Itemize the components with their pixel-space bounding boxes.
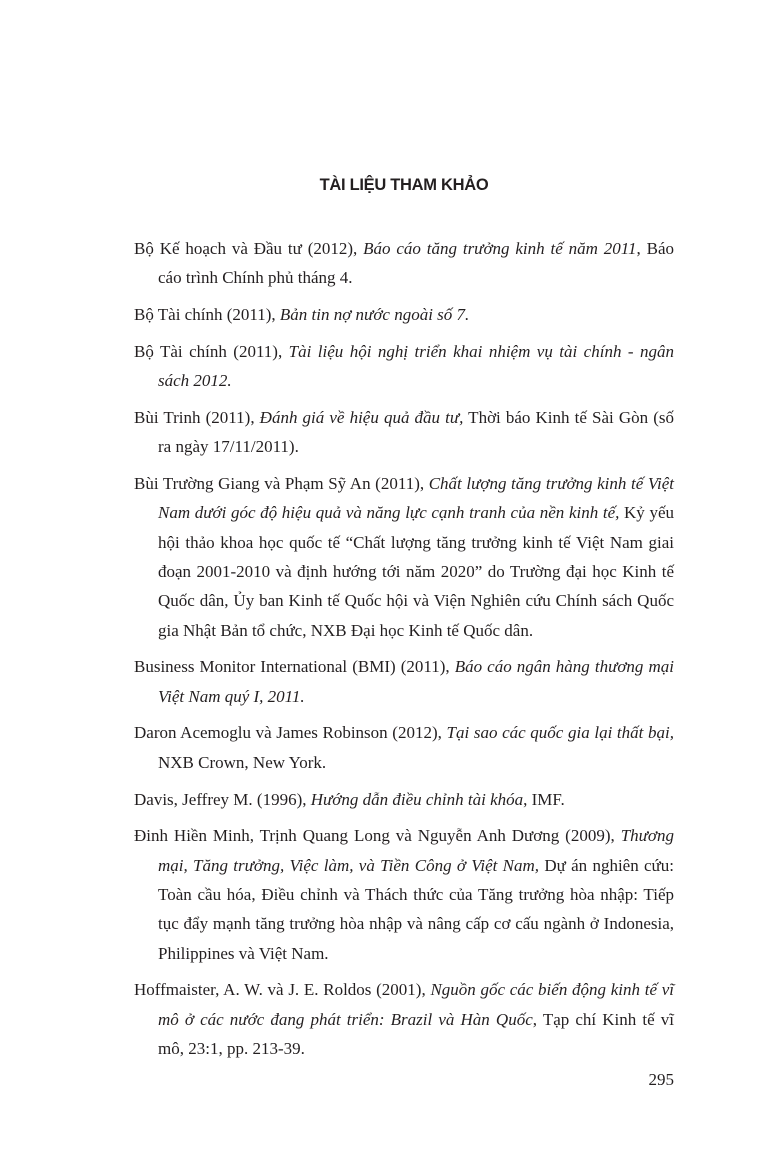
reference-entry xyxy=(134,821,674,967)
reference-text: Davis, Jeffrey M. (1996), xyxy=(134,789,311,809)
reference-entry xyxy=(134,300,674,329)
reference-title: Hướng dẫn điều chỉnh tài khóa xyxy=(310,789,524,809)
reference-text: , Tạp chí Kinh tế vĩ mô, 23:1, pp. 213-39. xyxy=(158,1009,674,1058)
reference-entry xyxy=(134,234,674,293)
reference-entry xyxy=(134,469,674,645)
reference-entry xyxy=(134,403,674,462)
reference-text: Bùi Trinh (2011), xyxy=(134,407,260,427)
reference-entry xyxy=(134,975,674,1063)
reference-text: Dự án nghiên cứu: Toàn cầu hóa, Điều chỉnh và Thách thức của Tăng trưởng hòa nhập: Tiếp tục đẩy mạnh tăng trưởng hòa nhập và nâng cấp cơ cấu ngành ở Indonesia, Philippines và Việt Nam. xyxy=(158,855,674,963)
reference-title: Nguồn gốc các biến động kinh tế vĩ mô ở các nước đang phát triển: Brazil và Hàn Quốc xyxy=(158,980,674,1029)
reference-text: , Báo cáo trình Chính phủ tháng 4. xyxy=(158,239,675,288)
reference-entry xyxy=(134,785,674,814)
reference-text: Daron Acemoglu và James Robinson (2012), xyxy=(134,723,447,743)
reference-text: , IMF. xyxy=(523,789,565,809)
reference-text: Hoffmaister, A. W. và J. E. Roldos (2001), xyxy=(134,980,431,1000)
reference-text: Đinh Hiền Minh, Trịnh Quang Long và Nguyễn Anh Dương (2009), xyxy=(134,826,621,846)
page-number: 295 xyxy=(648,1070,674,1089)
reference-entry xyxy=(134,652,674,711)
reference-text: Thời báo Kinh tế Sài Gòn (số ra ngày 17/11/2011). xyxy=(158,407,674,457)
reference-text: Business Monitor International (BMI) (2011), xyxy=(134,657,455,677)
reference-title: Tại sao các quốc gia lại thất bại, xyxy=(446,723,674,743)
reference-text: Kỷ yếu hội thảo khoa học quốc tế “Chất lượng tăng trưởng kinh tế Việt Nam giai đoạn 2001-2010 và định hướng tới năm 2020” do Trường đại học Kinh tế Quốc dân, Ủy ban Kinh tế Quốc hội và Viện Nghiên cứu Chính sách Quốc gia Nhật Bản tổ chức, NXB Đại học Kinh tế Quốc dân. xyxy=(158,503,674,640)
reference-text: NXB Crown, New York. xyxy=(158,752,327,772)
reference-text: Bộ Tài chính (2011), xyxy=(134,341,289,361)
reference-title: Tài liệu hội nghị triển khai nhiệm vụ tài chính - ngân sách 2012. xyxy=(158,341,674,391)
reference-entry xyxy=(134,337,674,396)
reference-text: Bộ Tài chính (2011), xyxy=(134,305,280,325)
reference-list xyxy=(134,234,674,1071)
reference-text: Bộ Kế hoạch và Đầu tư (2012), xyxy=(134,239,364,258)
page-title: TÀI LIỆU THAM KHẢO xyxy=(319,176,489,194)
reference-title: Bản tin nợ nước ngoài số 7. xyxy=(279,305,470,325)
reference-title: Thương mại, Tăng trưởng, Việc làm, và Tiền Công ở Việt Nam, xyxy=(158,826,674,875)
reference-title: Báo cáo tăng trưởng kinh tế năm 2011 xyxy=(363,239,637,258)
reference-title: Báo cáo ngân hàng thương mại Việt Nam quý I, 2011. xyxy=(158,657,674,706)
reference-title: Chất lượng tăng trưởng kinh tế Việt Nam dưới góc độ hiệu quả và năng lực cạnh tranh của nền kinh tế, xyxy=(158,474,674,523)
reference-text: Bùi Trường Giang và Phạm Sỹ An (2011), xyxy=(134,474,429,494)
reference-entry xyxy=(134,718,674,777)
reference-title: Đánh giá về hiệu quả đầu tư, xyxy=(259,407,464,427)
